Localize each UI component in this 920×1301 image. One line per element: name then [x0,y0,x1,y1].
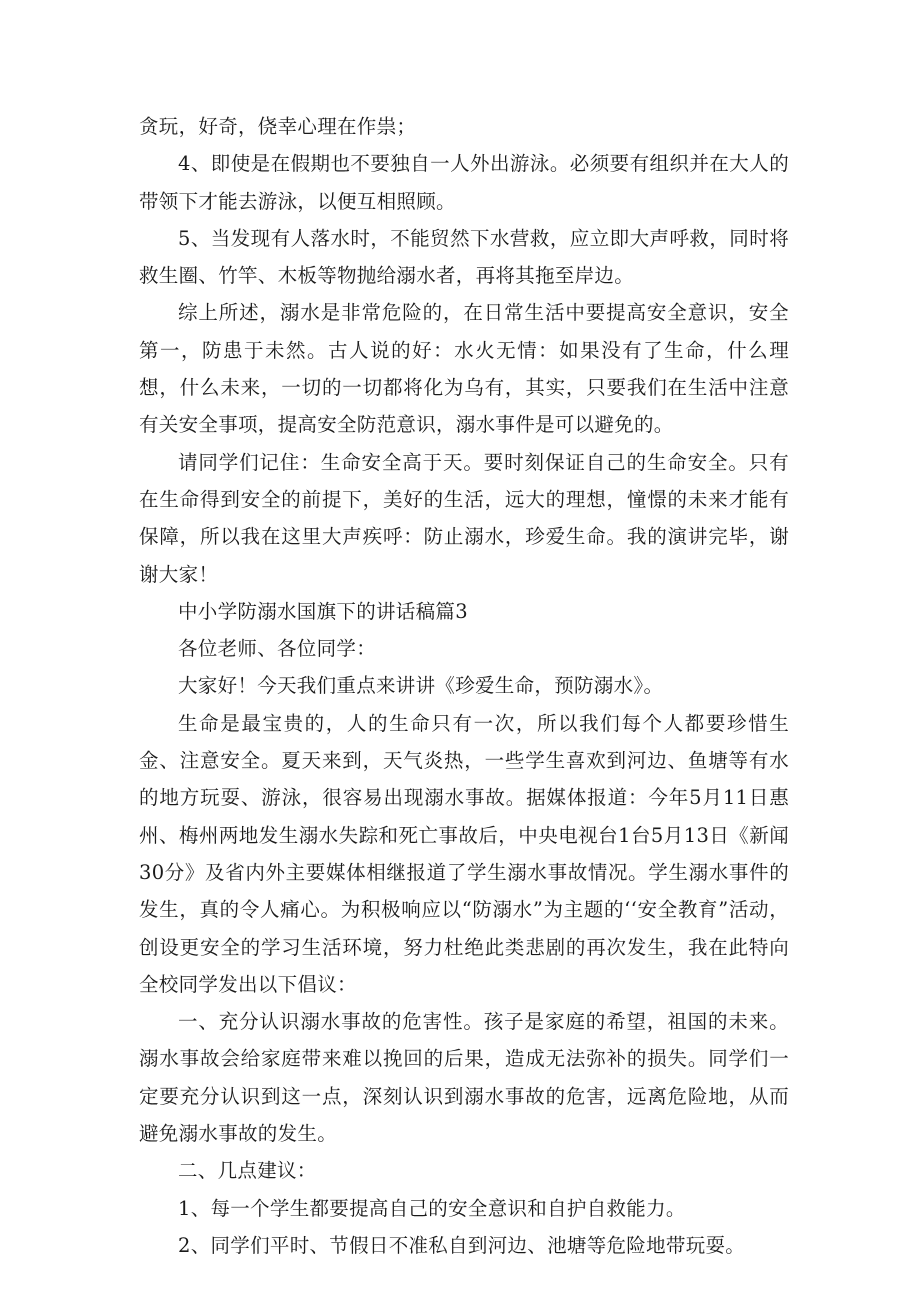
paragraph-intro: 生命是最宝贵的，人的生命只有一次，所以我们每个人都要珍惜生金、注意安全。夏天来到，天气炎热，一些学生喜欢到河边、鱼塘等有水的地方玩耍、游泳，很容易出现溺水事故。据媒体报道：今年5月11日惠州、梅州两地发生溺水失踪和死亡事故后，中央电视台1台5月13日《新闻30分》及省内外主要媒体相继报道了学生溺水事故情况。学生溺水事件的发生，真的令人痛心。为积极响应以“防溺水”为主题的‘‘安全教育”活动，创设更安全的学习生活环境，努力杜绝此类悲剧的再次发生，我在此特向全校同学发出以下倡议： [139,711,789,996]
document-body [139,108,789,1264]
paragraph-summary: 综上所述，溺水是非常危险的，在日常生活中要提高安全意识，安全第一，防患于未然。古人说的好：水火无情：如果没有了生命，什么理想，什么未来，一切的一切都将化为乌有，其实，只要我们在生活中注意有关安全事项，提高安全防范意识，溺水事件是可以避免的。 [139,301,789,437]
paragraph-greeting: 大家好！今天我们重点来讲讲《珍爱生命，预防溺水》。 [178,674,664,698]
paragraph-point-one: 一、充分认识溺水事故的危害性。孩子是家庭的希望，祖国的未来。溺水事故会给家庭带来难以挽回的后果，造成无法弥补的损失。同学们一定要充分认识到这一点，深刻认识到溺水事故的危害，远离危险地，从而避免溺水事故的发生。 [139,1010,789,1146]
section-heading: 中小学防溺水国旗下的讲话稿篇3 [178,599,468,623]
paragraph-suggestion-1: 1、每一个学生都要提高自己的安全意识和自护自救能力。 [178,1196,686,1220]
paragraph-closing: 请同学们记住：生命安全高于天。要时刻保证自己的生命安全。只有在生命得到安全的前提下，美好的生活，远大的理想，憧憬的未来才能有保障，所以我在这里大声疾呼：防止溺水，珍爱生命。我的演讲完毕，谢谢大家！ [139,450,789,586]
salutation: 各位老师、各位同学： [178,637,377,661]
paragraph-tip-4: 4、即使是在假期也不要独自一人外出游泳。必须要有组织并在大人的带领下才能去游泳，以便互相照顾。 [139,152,789,213]
paragraph-tip-5: 5、当发现有人落水时，不能贸然下水营救，应立即大声呼救，同时将救生圈、竹竿、木板等物抛给溺水者，再将其拖至岸边。 [139,226,789,288]
paragraph-continuation: 贪玩，好奇，侥幸心理在作祟； [139,115,417,138]
paragraph-suggestion-2: 2、同学们平时、节假日不准私自到河边、池塘等危险地带玩耍。 [178,1233,746,1257]
paragraph-point-two-heading: 二、几点建议： [178,1159,317,1183]
